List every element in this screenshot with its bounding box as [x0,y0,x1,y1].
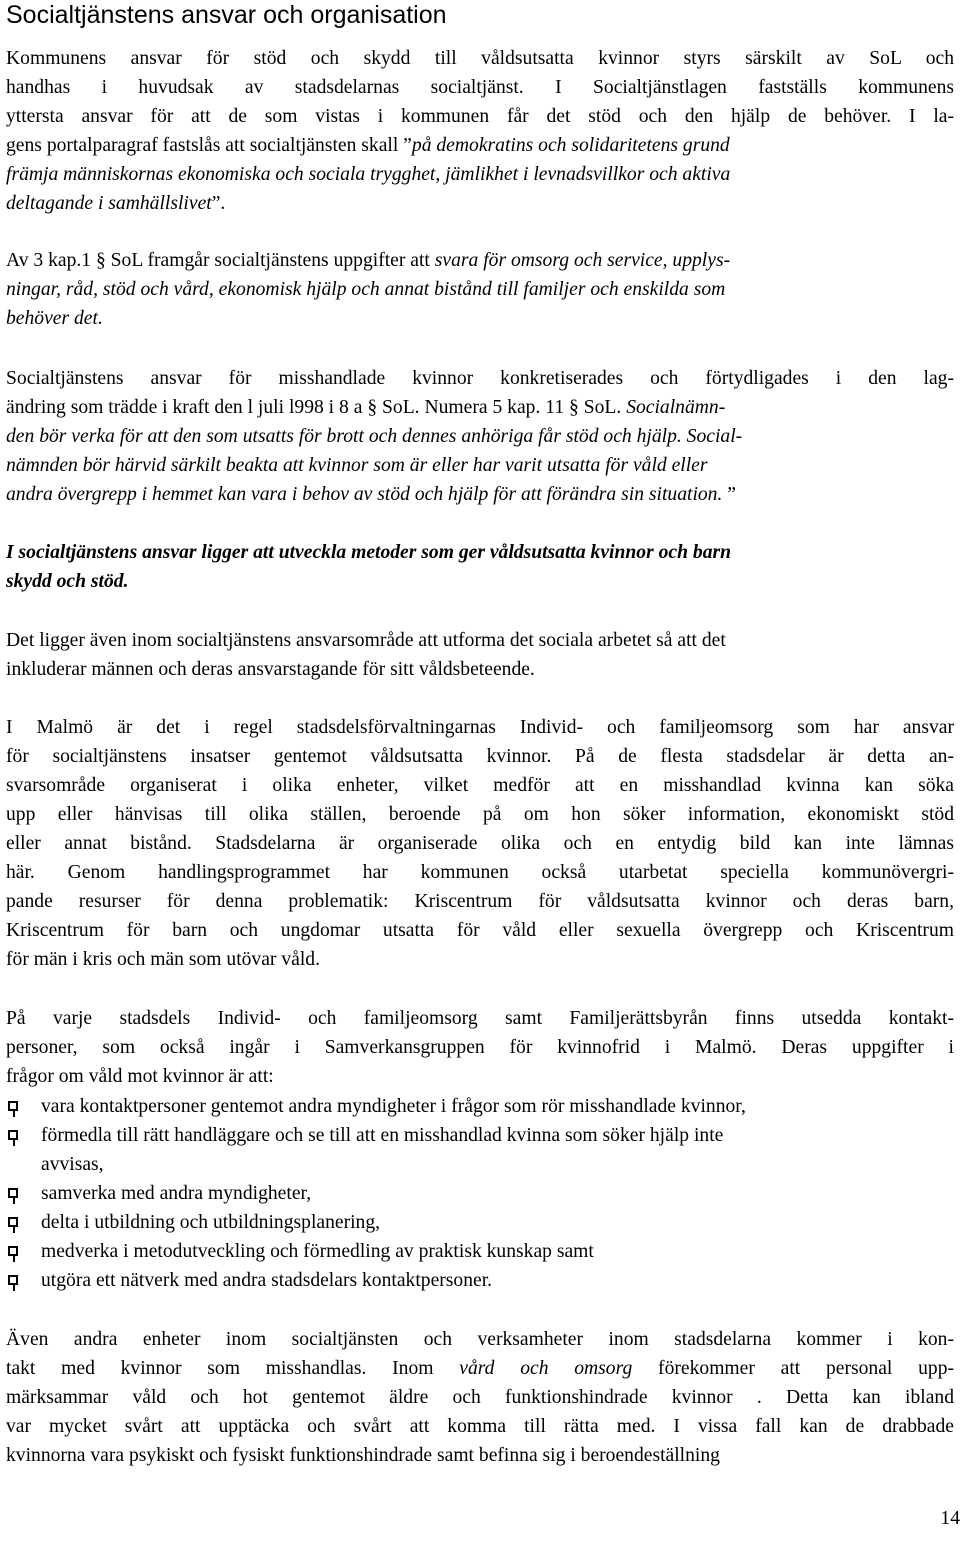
text-line: I socialtjänstens ansvar ligger att utveckla metoder som ger våldsutsatta kvinnor och barn [6,542,732,563]
bullet-box-icon [8,1246,18,1256]
bullet-box-icon [8,1130,18,1140]
list-item-text: förmedla till rätt handläggare och se till att en misshandlad kvinna som söker hjälp inte [41,1125,724,1146]
text-span: förekommer att personal upp- [632,1358,955,1379]
text-line: Kriscentrum för barn och ungdomar utsatta för våld eller sexuella övergrepp och Kriscentrum [6,920,954,941]
task-list [6,1092,954,1295]
list-item-text: vara kontaktpersoner gentemot andra myndigheter i frågor som rör misshandlade kvinnor, [41,1096,746,1117]
text-line [6,160,954,189]
text-line: frågor om våld mot kvinnor är att: [6,1066,274,1087]
paragraph-duties [6,246,954,333]
text-span: ”. [211,193,226,214]
text-span: ” [722,484,736,505]
text-line [6,451,954,480]
text-span: takt med kvinnor som misshandlas. Inom [6,1358,460,1379]
text-line [6,393,954,422]
page-number: 14 [940,1508,960,1529]
text-line: för socialtjänstens insatser gentemot våldsutsatta kvinnor. På de flesta stadsdelar är detta an- [6,746,954,767]
text-line: yttersta ansvar för att de som vistas i kommunen får det stöd och den hjälp de behöver. I la- [6,106,954,127]
list-item [6,1092,954,1121]
paragraph-contacts [6,1004,954,1091]
text-line: upp eller hänvisas till olika ställen, beroende på om hon söker information, ekonomiskt stöd [6,804,954,825]
text-line: Socialtjänstens ansvar för misshandlade kvinnor konkretiserades och förtydligades i den lag- [6,368,954,389]
paragraph-other-units [6,1325,954,1470]
text-italic: svara för omsorg och service, upplys- [434,250,731,271]
text-italic: den bör verka för att den som utsatts för brott och dennes anhöriga får stöd och hjälp. Social- [6,426,743,447]
list-item [6,1121,954,1179]
list-item-text: avvisas, [41,1154,104,1175]
text-line [6,246,954,275]
list-item [6,1208,954,1237]
list-item [6,1266,954,1295]
list-item-text: utgöra ett nätverk med andra stadsdelars kontaktpersoner. [41,1270,493,1291]
text-line: var mycket svårt att upptäcka och svårt att komma till rätta med. I vissa fall kan de drabbade [6,1416,954,1437]
text-line: skydd och stöd. [6,571,129,592]
bullet-box-icon [8,1217,18,1227]
list-item [6,1237,954,1266]
text-line [6,131,954,160]
text-line: märksammar våld och hot gentemot äldre och funktionshindrade kvinnor . Detta kan ibland [6,1387,954,1408]
text-line: handhas i huvudsak av stadsdelarnas socialtjänst. I Socialtjänstlagen fastställs kommunens [6,77,954,98]
text-line: inkluderar männen och deras ansvarstagande för sitt våldsbeteende. [6,659,535,680]
text-line: personer, som också ingår i Samverkansgruppen för kvinnofrid i Malmö. Deras uppgifter i [6,1037,954,1058]
bullet-box-icon [8,1275,18,1285]
text-italic: andra övergrepp i hemmet kan vara i behov av stöd och hjälp för att förändra sin situation. [6,484,723,505]
text-line [6,304,954,333]
quote-italic: deltagande i samhällslivet [6,193,212,214]
list-item-text: medverka i metodutveckling och förmedling av praktisk kunskap samt [41,1241,594,1262]
text-line: här. Genom handlingsprogrammet har kommunen också utarbetat speciella kommunövergri- [6,862,954,883]
text-italic: ningar, råd, stöd och vård, ekonomisk hjälp och annat bistånd till familjer och enskilda som [6,279,726,300]
text-span: gens portalparagraf fastslås att socialtjänsten skall ” [6,135,412,156]
text-italic: vård och omsorg [459,1358,633,1379]
quote-italic: främja människornas ekonomiska och sociala trygghet, jämlikhet i levnadsvillkor och aktiva [6,164,731,185]
text-line [6,480,954,509]
text-italic: nämnden bör härvid särkilt beakta att kvinnor som är eller har varit utsatta för våld eller [6,455,708,476]
text-italic: behöver det. [6,308,103,329]
list-item-text: samverka med andra myndigheter, [41,1183,312,1204]
list-item-text: delta i utbildning och utbildningsplanering, [41,1212,381,1233]
text-span: ändring som trädde i kraft den l juli l998 i 8 a § SoL. Numera 5 kap. 11 § SoL. [6,397,627,418]
text-line: På varje stadsdels Individ- och familjeomsorg samt Familjerättsbyrån finns utsedda kontakt- [6,1008,954,1029]
paragraph-responsibility [6,44,954,218]
text-italic: Socialnämn- [626,397,726,418]
text-line: för män i kris och män som utövar våld. [6,949,320,970]
text-line: Kommunens ansvar för stöd och skydd till våldsutsatta kvinnor styrs särskilt av SoL och [6,48,954,69]
text-line [6,189,954,218]
text-span: Av 3 kap.1 § SoL framgår socialtjänstens uppgifter att [6,250,435,271]
text-line [6,275,954,304]
text-line: svarsområde organiserat i olika enheter, vilket medför att en misshandlad kvinna kan söka [6,775,954,796]
paragraph-men [6,626,954,684]
text-line: pande resurser för denna problematik: Kriscentrum för våldsutsatta kvinnor och deras barn, [6,891,954,912]
text-line [6,1354,954,1383]
text-line: Det ligger även inom socialtjänstens ansvarsområde att utforma det sociala arbetet så att det [6,630,726,651]
text-line: kvinnorna vara psykiskt och fysiskt funktionshindrade samt befinna sig i beroendeställning [6,1445,720,1466]
section-heading: Socialtjänstens ansvar och organisation [6,1,447,29]
text-line: eller annat bistånd. Stadsdelarna är organiserade olika och en entydig bild kan inte lämnas [6,833,954,854]
text-line: I Malmö är det i regel stadsdelsförvaltningarnas Individ- och familjeomsorg som har ansvar [6,717,954,738]
quote-italic: på demokratins och solidaritetens grund [411,135,730,156]
paragraph-emphasis [6,538,954,596]
paragraph-law-change [6,364,954,509]
bullet-box-icon [8,1188,18,1198]
text-line: Även andra enheter inom socialtjänsten och verksamheter inom stadsdelarna kommer i kon- [6,1329,954,1350]
bullet-box-icon [8,1101,18,1111]
text-line [6,422,954,451]
paragraph-malmo [6,713,954,974]
list-item [6,1179,954,1208]
